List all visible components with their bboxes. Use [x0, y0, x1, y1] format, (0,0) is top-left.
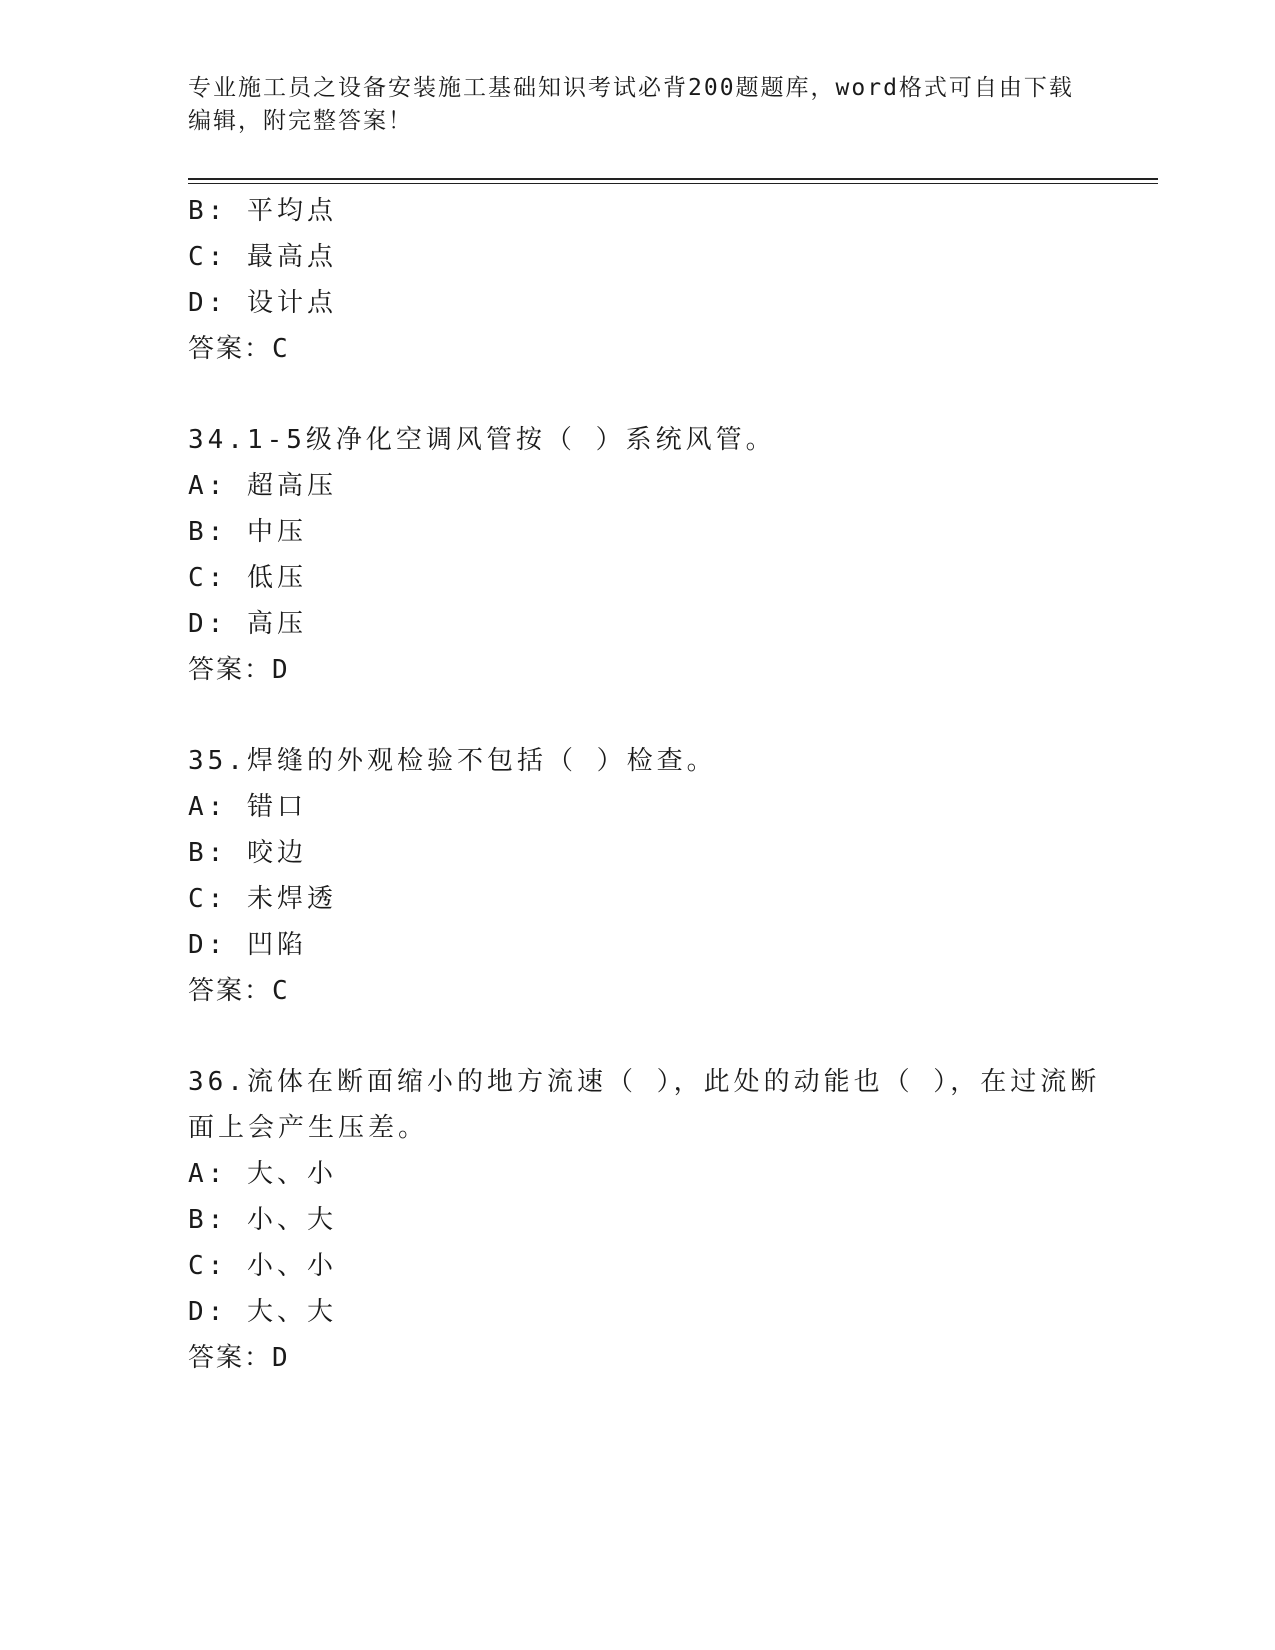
spacer [188, 693, 1088, 738]
option-d: D: 凹陷 [188, 930, 307, 960]
option-d: D: 大、大 [188, 1297, 337, 1327]
header-divider-thin [188, 183, 1158, 184]
option-a: A: 错口 [188, 792, 307, 822]
option-c: C: 未焊透 [188, 884, 337, 914]
answer-line: 答案：C [188, 334, 290, 364]
answer-line: 答案：D [188, 655, 290, 685]
question-content [188, 188, 1101, 1381]
answer-line: 答案：D [188, 1343, 290, 1373]
option-c: C: 低压 [188, 563, 307, 593]
option-b: B: 小、大 [188, 1205, 337, 1235]
option-c: C: 最高点 [188, 242, 337, 272]
spacer [188, 372, 1088, 417]
question-text: 34.1-5级净化空调风管按（ ）系统风管。 [188, 425, 776, 455]
question-text-line-1: 36.流体在断面缩小的地方流速（ ），此处的动能也（ ），在过流断 [188, 1067, 1101, 1097]
question-text: 35.焊缝的外观检验不包括（ ）检查。 [188, 746, 717, 776]
question-33-continued [188, 188, 1088, 372]
document-header [188, 72, 1088, 138]
header-title-line-1: 专业施工员之设备安装施工基础知识考试必背200题题库，word格式可自由下载 [188, 75, 1074, 101]
option-b: B: 中压 [188, 517, 307, 547]
option-b: B: 咬边 [188, 838, 307, 868]
question-35 [188, 738, 1088, 1014]
question-36 [188, 1059, 1101, 1381]
header-divider-thick [188, 178, 1158, 180]
option-d: D: 设计点 [188, 288, 337, 318]
option-a: A: 超高压 [188, 471, 337, 501]
header-title-line-2: 编辑，附完整答案！ [188, 108, 413, 134]
answer-line: 答案：C [188, 976, 290, 1006]
question-text-line-2: 面上会产生压差。 [188, 1113, 429, 1143]
option-d: D: 高压 [188, 609, 307, 639]
question-34 [188, 417, 1088, 693]
spacer [188, 1014, 1088, 1059]
option-a: A: 大、小 [188, 1159, 337, 1189]
option-c: C: 小、小 [188, 1251, 337, 1281]
option-b: B: 平均点 [188, 196, 337, 226]
